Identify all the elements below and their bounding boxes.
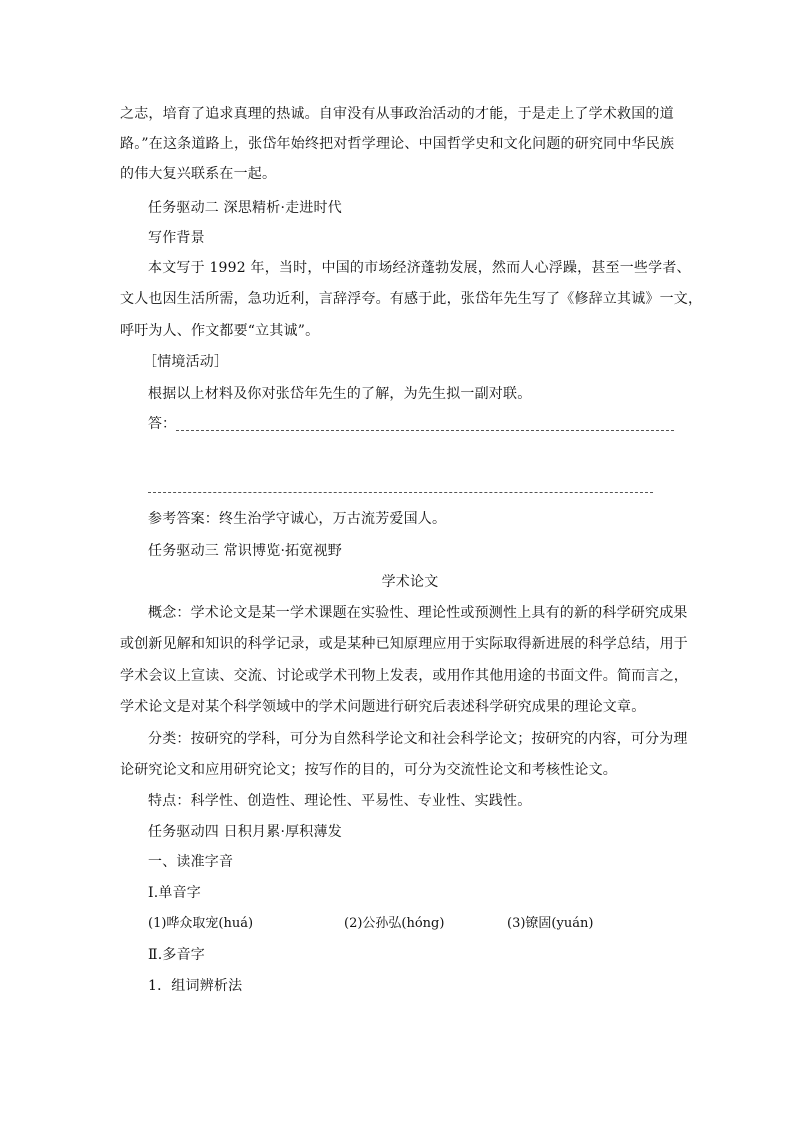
single-item-3: (3)镣固(yuán) [507, 916, 594, 931]
single-heading: Ⅰ.单音字 [148, 885, 201, 901]
activity-heading: ［情境活动］ [143, 354, 229, 370]
writing-bg-line-2: 文人也因生活所需，急功近利，言辞浮夸。有感于此，张岱年先生写了《修辞立其诚》一文， [120, 291, 703, 307]
answer-label: 答： [148, 416, 176, 432]
activity-prompt: 根据以上材料及你对张岱年先生的了解，为先生拟一副对联。 [148, 386, 532, 402]
single-item-2: (2)公孙弘(hóng) [344, 916, 445, 931]
classification-line-1: 分类：按研究的学科，可分为自然科学论文和社会科学论文；按研究的内容，可分为理 [148, 731, 688, 747]
intro-line-1: 之志，培育了追求真理的热诚。自审没有从事政治活动的才能，于是走上了学术救国的道 [120, 106, 674, 122]
reference-answer: 参考答案：终生治学守诚心，万古流芳爱国人。 [148, 511, 447, 527]
task2-heading: 任务驱动二 深思精析·走进时代 [148, 200, 342, 216]
writing-bg-line-3: 呼吁为人、作文都要“立其诚”。 [120, 323, 320, 339]
method-heading: 1．组词辨析法 [148, 978, 243, 994]
writing-bg-heading: 写作背景 [148, 230, 205, 246]
classification-line-2: 论研究论文和应用研究论文；按写作的目的，可分为交流性论文和考核性论文。 [120, 762, 617, 778]
answer-blank-line-2[interactable] [148, 492, 653, 493]
features: 特点：科学性、创造性、理论性、平易性、专业性、实践性。 [148, 793, 532, 809]
task3-heading: 任务驱动三 常识博览·拓宽视野 [148, 543, 342, 559]
intro-line-3: 的伟大复兴联系在一起。 [120, 166, 277, 182]
concept-line-2: 或创新见解和知识的科学记录，或是某种已知原理应用于实际取得新进展的科学总结，用于 [120, 636, 688, 652]
intro-line-2: 路。”在这条道路上，张岱年始终把对哲学理论、中国哲学史和文化问题的研究同中华民族 [120, 136, 675, 152]
multi-heading: Ⅱ.多音字 [148, 947, 205, 963]
single-item-1: (1)哗众取宠(huá) [148, 916, 254, 931]
concept-line-1: 概念：学术论文是某一学术课题在实验性、理论性或预测性上具有的新的科学研究成果 [148, 605, 688, 621]
writing-bg-line-1: 本文写于 1992 年，当时，中国的市场经济蓬勃发展，然而人心浮躁，甚至一些学者、 [148, 260, 691, 276]
academic-title: 学术论文 [381, 574, 439, 590]
task4-heading: 任务驱动四 日积月累·厚积薄发 [148, 824, 342, 840]
concept-line-4: 学术论文是对某个科学领域中的学术问题进行研究后表述科学研究成果的理论文章。 [120, 699, 646, 715]
section1-heading: 一、读准字音 [148, 854, 234, 870]
concept-line-3: 学术会议上宣读、交流、讨论或学术刊物上发表，或用作其他用途的书面文件。简而言之， [120, 668, 688, 684]
answer-blank-line-1[interactable] [176, 430, 674, 431]
